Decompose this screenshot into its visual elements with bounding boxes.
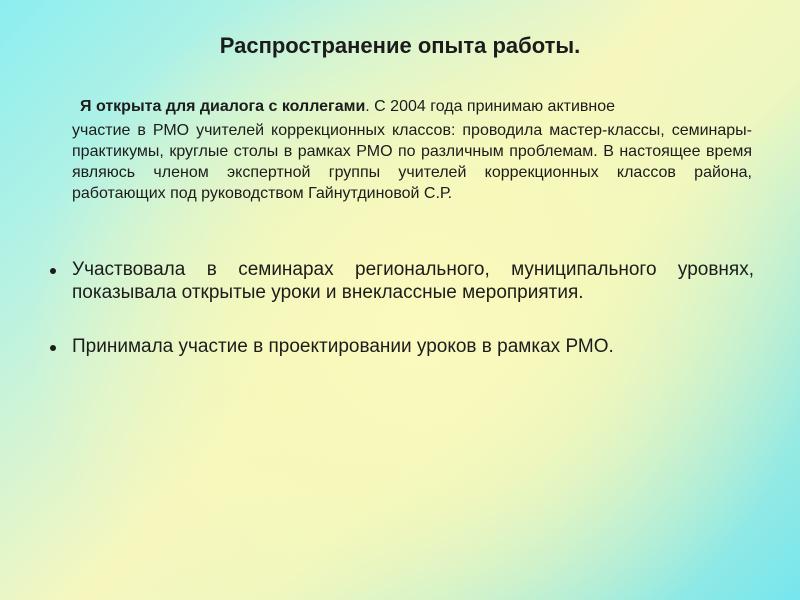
slide-title: Распространение опыта работы.	[219, 33, 581, 58]
bullet-icon	[50, 345, 56, 351]
bullet-text: Принимала участие в проектировании уроков в рамках РМО.	[72, 336, 614, 357]
bullet-list	[44, 258, 754, 358]
bullet-text: Участвовала в семинарах регионального, муниципального уровнях, показывала открытые уроки и внеклассные мероприятия.	[72, 259, 754, 303]
bullet-icon	[50, 268, 56, 274]
intro-lead-text: Я открыта для диалога с коллегами	[80, 98, 366, 115]
intro-first-line-rest: . С 2004 года принимаю активное	[365, 98, 616, 115]
bullet-item-seminars	[44, 258, 754, 304]
intro-first-line	[72, 96, 752, 117]
intro-paragraph	[72, 96, 752, 204]
intro-body-text: участие в РМО учителей коррекционных классов: проводила мастер-классы, семинары-практикумы, круглые столы в рамках РМО по различным проблемам. В настоящее время являюсь членом экспертной группы учителей коррекционных классов района, работающих под руководством Гайнутдиновой С.Р.	[72, 122, 752, 202]
bullet-item-lesson-design	[44, 335, 754, 358]
